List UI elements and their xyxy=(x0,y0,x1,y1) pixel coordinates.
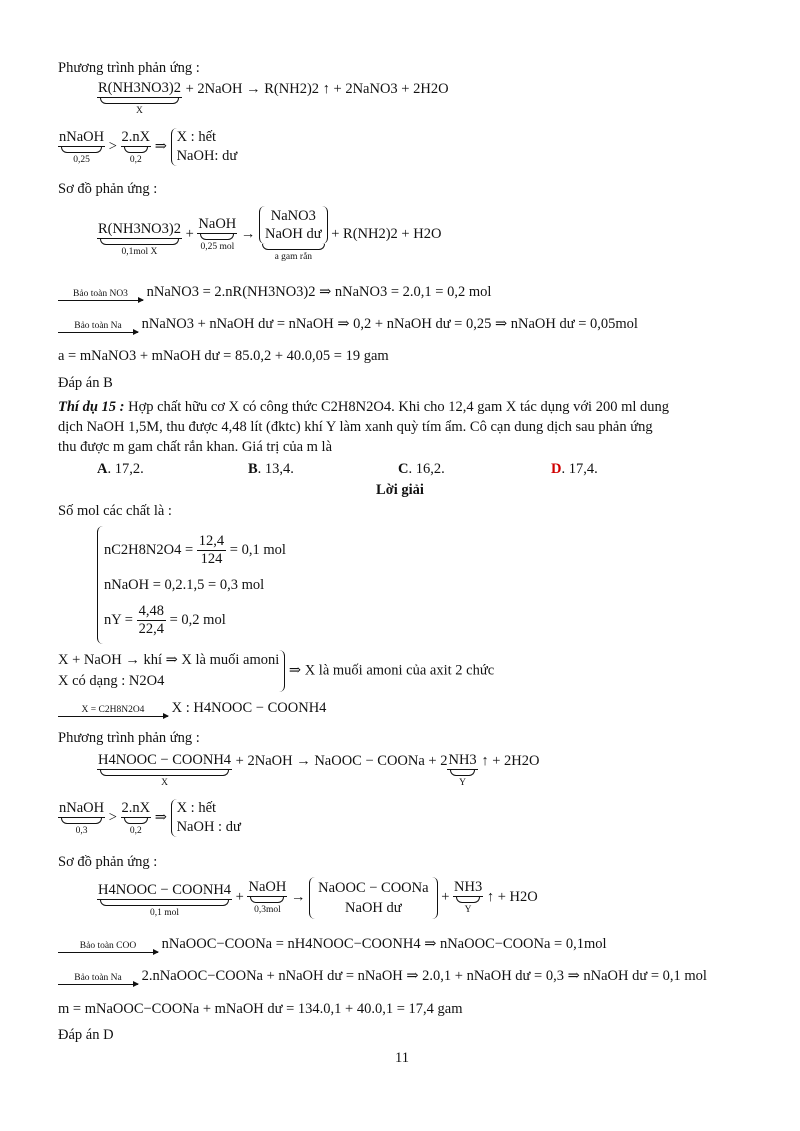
eq2-nh3: NH3 xyxy=(448,752,477,768)
reason1: X + NaOH → khí ⇒ X là muối amoni xyxy=(58,652,280,668)
bt2-line-1 xyxy=(58,316,638,333)
page-number: 11 xyxy=(395,1050,409,1066)
eq2-reactant: H4NOOC − COONH4 xyxy=(98,752,232,768)
sd1-prod2: NaOH dư xyxy=(265,226,322,242)
sd2-reactant-lab: 0,1 mol xyxy=(150,908,180,918)
bt1-line-1 xyxy=(58,284,491,301)
mol2: nNaOH = 0,2.1,5 = 0,3 mol xyxy=(104,577,265,593)
cmp2-res2: NaOH : dư xyxy=(176,819,241,835)
mol-system xyxy=(97,526,286,644)
cmp2-res1: X : hết xyxy=(176,800,217,816)
sd-label-1: Sơ đồ phản ứng : xyxy=(58,181,158,197)
mol1: nC2H8N2O4 = $\frac{12,4}{124}$ = 0,1 mol xyxy=(104,533,286,568)
choice-a: A. 17,2. xyxy=(97,461,144,477)
eq1-x-label: X xyxy=(136,106,143,116)
sd2-naoh: NaOH xyxy=(248,879,287,895)
sd1-naoh: NaOH xyxy=(198,216,237,232)
mol3: nY = $\frac{4,48}{22,4}$ = 0,2 mol xyxy=(104,603,226,638)
sd-label-2: Sơ đồ phản ứng : xyxy=(58,854,158,870)
cmp1-res2: NaOH: dư xyxy=(176,148,238,164)
ex15-question-line1 xyxy=(58,399,669,416)
bt1-label-1: Bảo toàn NO3 xyxy=(73,289,128,299)
bt1-line-2 xyxy=(58,936,607,953)
pt-label-1: Phương trình phản ứng : xyxy=(58,60,200,76)
mol-label: Số mol các chất là : xyxy=(58,503,172,519)
sd2-nh3: NH3 xyxy=(454,879,483,895)
bt2-line-2 xyxy=(58,968,707,985)
sd2-reactant: H4NOOC − COONH4 xyxy=(98,882,232,898)
eq2-end: ↑ + 2H2O xyxy=(481,753,540,769)
ex15-text2: dịch NaOH 1,5M, thu được 4,48 lít (đktc) khí Y làm xanh quỳ tím ẩm. Cô cạn dung dịch sau phản ứng xyxy=(58,419,653,435)
cmp1-naoh-val: 0,25 xyxy=(73,154,90,165)
answer-2: Đáp án D xyxy=(58,1027,114,1043)
eq2-y-label: Y xyxy=(459,778,467,788)
eq2-mid: + 2NaOH → NaOOC − COONa + 2 xyxy=(235,753,448,769)
reason-result: ⇒ X là muối amoni của axit 2 chức xyxy=(288,662,495,679)
sd1-naoh-lab: 0,25 mol xyxy=(200,242,235,252)
sd2-end: ↑ + H2O xyxy=(486,889,538,905)
cmp1-x: 2.nX xyxy=(121,128,151,145)
reasoning xyxy=(58,650,494,692)
equation-2 xyxy=(97,752,539,789)
eq2-x-label: X xyxy=(161,778,168,788)
equation-1 xyxy=(97,80,449,117)
sd2-naoh-lab: 0,3mol xyxy=(254,905,281,915)
sd1-prod1: NaNO3 xyxy=(270,208,316,224)
comparison-1: nNaOH 0,25 > 2.nX 0,2 ⇒ X : hết NaOH: dư xyxy=(59,128,238,165)
sd1-reactant: R(NH3NO3)2 xyxy=(98,221,181,237)
eq1-reactant: R(NH3NO3)2 xyxy=(98,80,181,96)
bt2-label-2: Bảo toàn Na xyxy=(74,973,122,983)
ex15-text1: Hợp chất hữu cơ X có công thức C2H8N2O4. Khi cho 12,4 gam X tác dụng với 200 ml dung xyxy=(124,399,669,415)
bt1-eq-2: nNaOOC−COONa = nH4NOOC−COONH4 ⇒ nNaOOC−COONa = 0,1mol xyxy=(161,936,607,952)
cmp1-naoh: nNaOH xyxy=(59,128,105,145)
eq1-rest: + 2NaOH → R(NH2)2 ↑ + 2NaNO3 + 2H2O xyxy=(185,81,449,97)
cmp2-x: 2.nX xyxy=(121,799,151,816)
sd1-reactant-lab: 0,1mol X xyxy=(121,247,158,257)
cmp2-x-val: 0,2 xyxy=(129,825,142,836)
choice-b: B. 13,4. xyxy=(248,461,294,477)
x-arrow-label: X = C2H8N2O4 xyxy=(81,705,145,715)
cmp2-naoh: nNaOH xyxy=(59,799,105,816)
a-eq: a = mNaNO3 + mNaOH dư = 85.0,2 + 40.0,05 = 19 gam xyxy=(58,348,389,364)
sd1-rest: + R(NH2)2 + H2O xyxy=(331,226,442,242)
cmp1-x-val: 0,2 xyxy=(129,154,142,165)
cmp1-res1: X : hết xyxy=(176,129,217,145)
comparison-2: nNaOH 0,3 > 2.nX 0,2 ⇒ X : hết NaOH : dư xyxy=(59,799,241,836)
ex15-text3: thu được m gam chất rắn khan. Giá trị của m là xyxy=(58,439,333,455)
scheme-2: H4NOOC − COONH4 0,1 mol + NaOH 0,3mol → NaOOC − COONa NaOH dư + NH3 Y ↑ + H2O xyxy=(97,876,538,919)
bt1-eq-1: nNaNO3 = 2.nR(NH3NO3)2 ⇒ nNaNO3 = 2.0,1 = 0,2 mol xyxy=(146,284,492,300)
sd2-y-label: Y xyxy=(464,905,472,915)
ex15-title: Thí dụ 15 : xyxy=(58,399,125,415)
m-eq: m = mNaOOC−COONa + mNaOH dư = 134.0,1 + 40.0,1 = 17,4 gam xyxy=(58,1001,463,1017)
scheme-1: R(NH3NO3)2 0,1mol X + NaOH 0,25 mol → NaNO3 NaOH dư a gam rắn + R(NH2)2 + H2O xyxy=(98,208,442,262)
sd1-prod-lab: a gam rắn xyxy=(274,252,313,262)
cmp2-naoh-val: 0,3 xyxy=(75,825,88,836)
choice-c: C. 16,2. xyxy=(398,461,445,477)
bt1-label-2: Bảo toàn COO xyxy=(79,941,137,951)
sd2-prod1: NaOOC − COONa xyxy=(318,879,429,896)
reason2: X có dạng : N2O4 xyxy=(58,673,165,689)
bt2-eq-1: nNaNO3 + nNaOH dư = nNaOH ⇒ 0,2 + nNaOH dư = 0,25 ⇒ nNaOH dư = 0,05mol xyxy=(141,316,638,332)
sd2-prod2: NaOH dư xyxy=(345,899,402,916)
answer-1: Đáp án B xyxy=(58,375,113,391)
bt2-eq-2: 2.nNaOOC−COONa + nNaOH dư = nNaOH ⇒ 2.0,1 + nNaOH dư = 0,3 ⇒ nNaOH dư = 0,1 mol xyxy=(141,968,707,984)
x-formula: X : H4NOOC − COONH4 xyxy=(171,700,327,716)
pt-label-2: Phương trình phản ứng : xyxy=(58,730,200,746)
bt2-label-1: Bảo toàn Na xyxy=(74,321,122,331)
solution-title: Lời giải xyxy=(376,482,424,498)
x-formula-line xyxy=(58,700,326,717)
choice-d: D. 17,4. xyxy=(551,461,598,477)
